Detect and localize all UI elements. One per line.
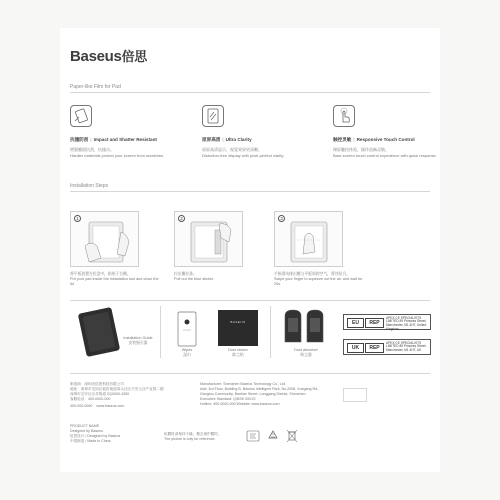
feature-desc-en: Bare-screen touch control experience with quick response.: [333, 152, 437, 158]
step-caption-1: 将平板放置在托盘中，粘贴于右侧。 Put your pad inside the installation tool and close the lid.: [70, 272, 159, 287]
footer-manufacturer-cn: 制造商：深圳市倍思科技有限公司 地址：深圳市龙岗区坂田街道岗头社区天安云谷产业园二期 深圳市宝安区沙井街道 ZQ0000-4350 客服电话：400-0000-000: [70, 382, 164, 401]
dust-sticker-label: Dust sticker 除尘贴: [228, 348, 248, 357]
fcc-mark-icon: [246, 430, 260, 442]
divider: [70, 191, 430, 192]
feature-desc-cn: 裸屏触控体验，操作流畅灵敏。: [333, 147, 389, 152]
feature-heading: 触控灵敏 | Responsive Touch Control: [333, 137, 415, 142]
install-step-3: [274, 211, 343, 267]
feature-impact: [70, 105, 180, 158]
brand-name-en: Baseus: [70, 48, 122, 65]
step-caption-3: 手指滑动排出膜与平板间的空气，将其贴合。 Swipe your finger to squeeze out the air, and wait for 20s.: [274, 272, 363, 287]
footer-contact: 400-000-0000 www.baseus.com: [70, 404, 125, 408]
step-illustration: [71, 212, 139, 267]
recycle-icon: [266, 429, 280, 443]
divider: [70, 92, 430, 93]
step-illustration: [175, 212, 243, 267]
step-caption-2: 拉出撕拉条。 Pull out the blue sticker.: [174, 272, 215, 282]
uk-rep-box: [343, 339, 431, 355]
touch-hand-icon: [333, 105, 355, 127]
divider: [70, 300, 430, 301]
rep-tag: REP: [365, 343, 384, 353]
feature-desc-en: Hardier materials protect your screen from scratches.: [70, 152, 165, 158]
feature-heading: 原屏高清 | Ultra Clarity: [202, 137, 252, 142]
feature-touch: [333, 105, 443, 158]
uk-rep-address: APEX CE SPECIALISTS LIMITED 89 Princess Street, Manchester, M1 4HT, UK: [386, 340, 427, 353]
footer-product-info: PRODUCT NAME Designed by Baseus 倍思设计 / Designed by Baseus 中国制造 / Made in China: [70, 424, 121, 443]
barcode-placeholder: [343, 388, 367, 402]
wipes-label: Wipes 湿巾: [181, 348, 193, 357]
install-step-1: [70, 211, 139, 267]
eu-rep-address: APEX CE SPECIALISTS LIMITED 89 Princess Street, Manchester, M1 4HT, United Kingdom: [386, 315, 427, 331]
divider: [160, 306, 161, 358]
step-number: 3: [278, 215, 285, 222]
feature-desc-cn: 原屏高清显示，视觉效果更清晰。: [202, 147, 262, 152]
step-illustration: [275, 212, 343, 267]
feature-desc-cn: 增强膜面抗刮，抗撞击。: [70, 147, 114, 152]
card-brand-text: BASEUS: [230, 320, 246, 324]
install-step-2: [174, 211, 243, 267]
pouch-label: Installation Guide 安装指引器: [123, 336, 153, 345]
divider: [70, 373, 430, 374]
feature-clarity: [202, 105, 312, 158]
step-number: 1: [74, 215, 81, 222]
brand-logo: [70, 46, 147, 65]
section-title-product: Paper-like Film for Pad: [70, 84, 121, 90]
rep-tag: REP: [365, 318, 384, 328]
divider: [270, 306, 271, 358]
eu-tag: EU: [347, 318, 364, 328]
shield-pad-icon: [70, 105, 92, 127]
step-number: 2: [178, 215, 185, 222]
brand-name-cn: 倍思: [121, 49, 147, 64]
clear-screen-icon: [202, 105, 224, 127]
footer-notice: 贴膜时请保持干燥，撕去保护膜时。 The picture is only for reference.: [164, 432, 222, 441]
weee-bin-icon: [286, 429, 298, 443]
uk-tag: UK: [347, 343, 364, 353]
footer-manufacturer-en: Manufacturer: Shenzhen Baseus Technology Co., Ltd. Add: 3rd Floor, Building B, Baseus Intelligent Park, No.2008, Xuegang Rd., Gangtou Community, Bantian Street, Longgang District, Shenzhen Executive Standard: Q/BSK 0001S Hotline: 400-0000-000 Website: www.baseus.com: [200, 382, 320, 406]
dust-absorber-label: Dust absorber 吸尘器: [294, 348, 318, 357]
eu-rep-box: [343, 314, 431, 330]
feature-desc-en: Distortion-free display with pixel-perfect clarity.: [202, 152, 285, 158]
section-title-install: Installation Steps: [70, 183, 109, 189]
feature-heading: 抗撞防刮 | Impact and Shatter Resistant: [70, 137, 157, 142]
installation-guide-pouch-icon: [76, 306, 126, 358]
